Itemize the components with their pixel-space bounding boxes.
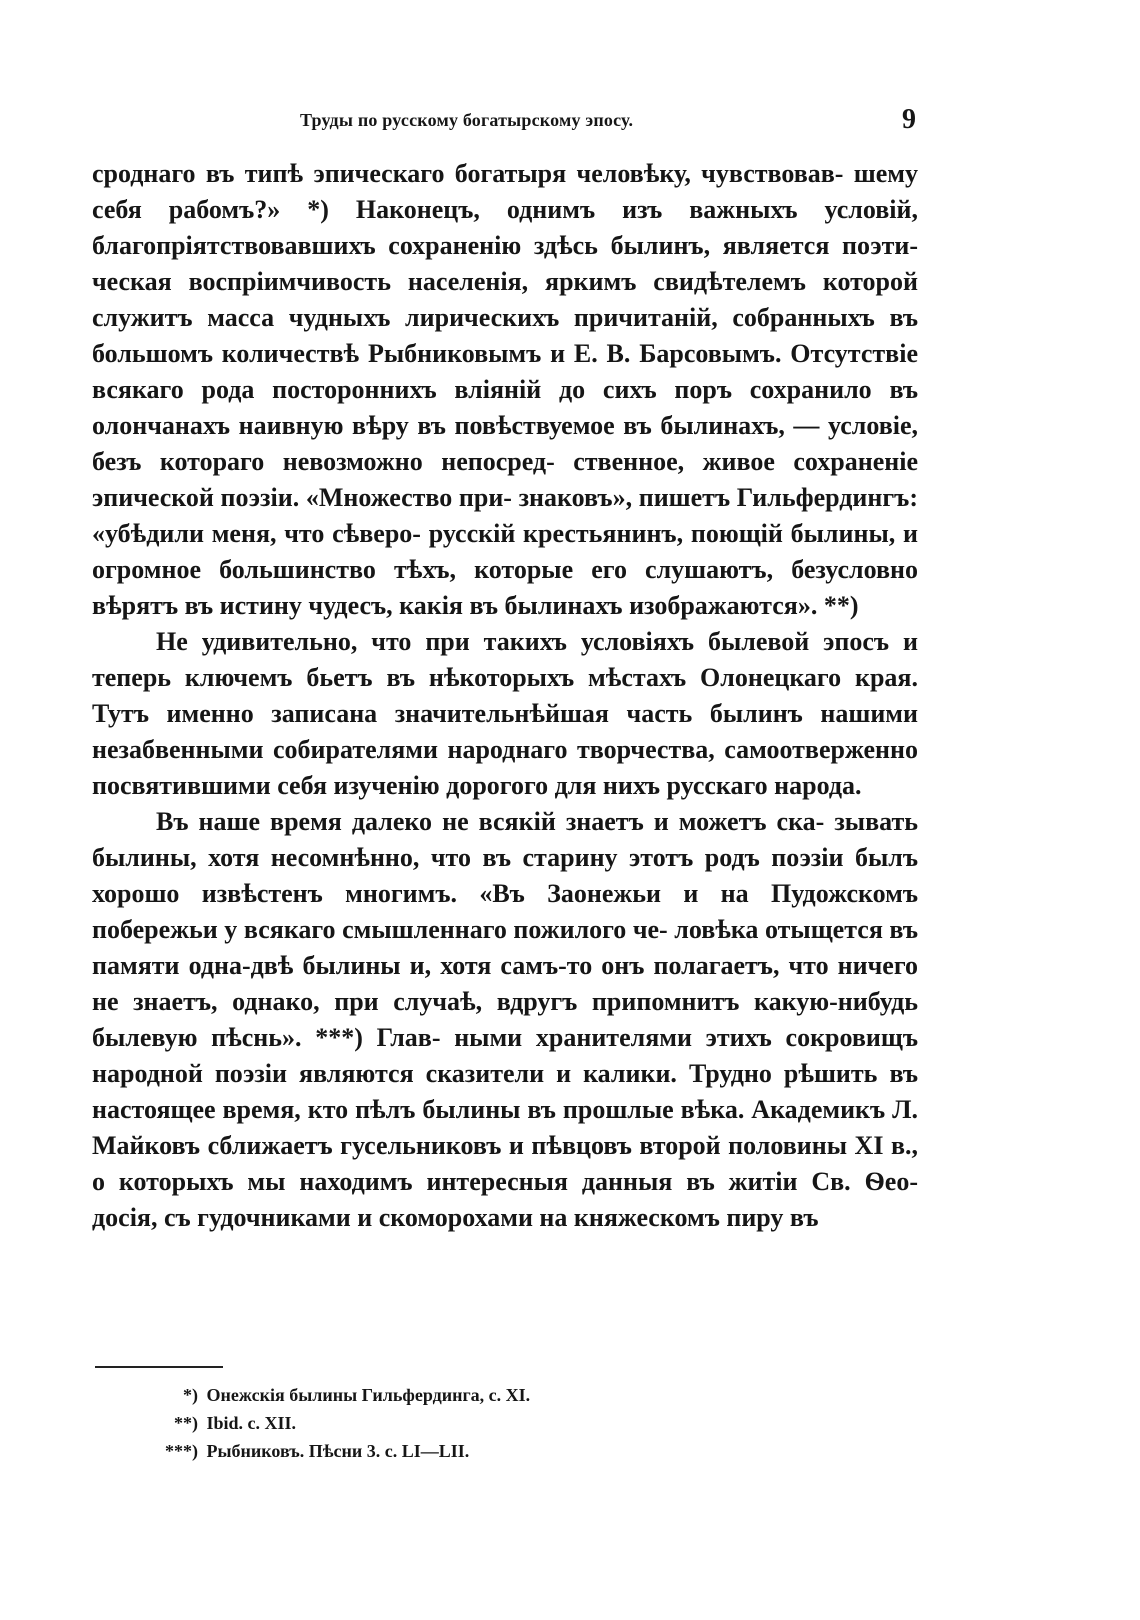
running-title: Труды по русскому богатырскому эпосу.	[300, 110, 634, 130]
running-header	[92, 104, 916, 138]
footnote	[140, 1409, 900, 1437]
footnote-text: Онежскія былины Гильфердинга, с. XI.	[206, 1385, 531, 1405]
page-number: 9	[902, 104, 916, 135]
footnotes	[140, 1381, 900, 1465]
footnote-text: Рыбниковъ. Пѣсни 3. с. LI—LII.	[206, 1441, 470, 1461]
footnote-mark: *)	[183, 1385, 198, 1405]
paragraph: Не удивительно, что при такихъ условіяхъ былевой эпосъ и теперь ключемъ бьетъ въ нѣкоторыхъ мѣстахъ Олонецкаго края. Тутъ именно записана значительнѣйшая часть былинъ нашими незабвенными собирателями народнаго творчества, самоотверженно посвятившими себя изученію дорогого для нихъ русскаго народа.	[92, 627, 918, 800]
footnote-divider	[95, 1366, 223, 1368]
footnote-mark: ***)	[165, 1441, 198, 1461]
footnote	[140, 1437, 900, 1465]
paragraph: сроднаго въ типѣ эпическаго богатыря человѣку, чувствовав- шему себя рабомъ?» *) Наконецъ, однимъ изъ важныхъ условій, благопріятствовавшихъ сохраненію здѣсь былинъ, является поэти- ческая воспріимчивость населенія, яркимъ свидѣтелемъ которой служитъ масса чудныхъ лирическихъ причитаній, собранныхъ въ большомъ количествѣ Рыбниковымъ и Е. В. Барсовымъ. Отсутствіе всякаго рода постороннихъ вліяній до сихъ поръ сохранило въ олончанахъ наивную вѣру въ повѣствуемое въ былинахъ, — условіе, безъ котораго невозможно непосред- ственное, живое сохраненіе эпической поэзіи. «Множество при- знаковъ», пишетъ Гильфердингъ: «убѣдили меня, что сѣверо- русскій крестьянинъ, поющій былины, и огромное большинство тѣхъ, которые его слушаютъ, безусловно вѣрятъ въ истину чудесъ, какія въ былинахъ изображаются». **)	[92, 159, 918, 620]
footnote-mark: **)	[174, 1413, 198, 1433]
paragraph: Въ наше время далеко не всякій знаетъ и можетъ ска- зывать былины, хотя несомнѣнно, что въ старину этотъ родъ поэзіи былъ хорошо извѣстенъ многимъ. «Въ Заонежьи и на Пудожскомъ побережьи у всякаго смышленнаго пожилого че- ловѣка отыщется въ памяти одна-двѣ былины и, хотя самъ-то онъ полагаетъ, что ничего не знаетъ, однако, при случаѣ, вдругъ припомнитъ какую-нибудь былевую пѣснь». ***) Глав- ными хранителями этихъ сокровищъ народной поэзіи являются сказители и калики. Трудно рѣшить въ настоящее время, кто пѣлъ былины въ прошлые вѣка. Академикъ Л. Майковъ сближаетъ гусельниковъ и пѣвцовъ второй половины XI в., о которыхъ мы находимъ интересныя данныя въ житіи Св. Ѳео- досія, съ гудочниками и скоморохами на княжескомъ пиру въ	[92, 807, 918, 1232]
footnote-text: Ibid. с. XII.	[206, 1413, 297, 1433]
footnote	[140, 1381, 900, 1409]
body-text	[92, 156, 918, 1236]
